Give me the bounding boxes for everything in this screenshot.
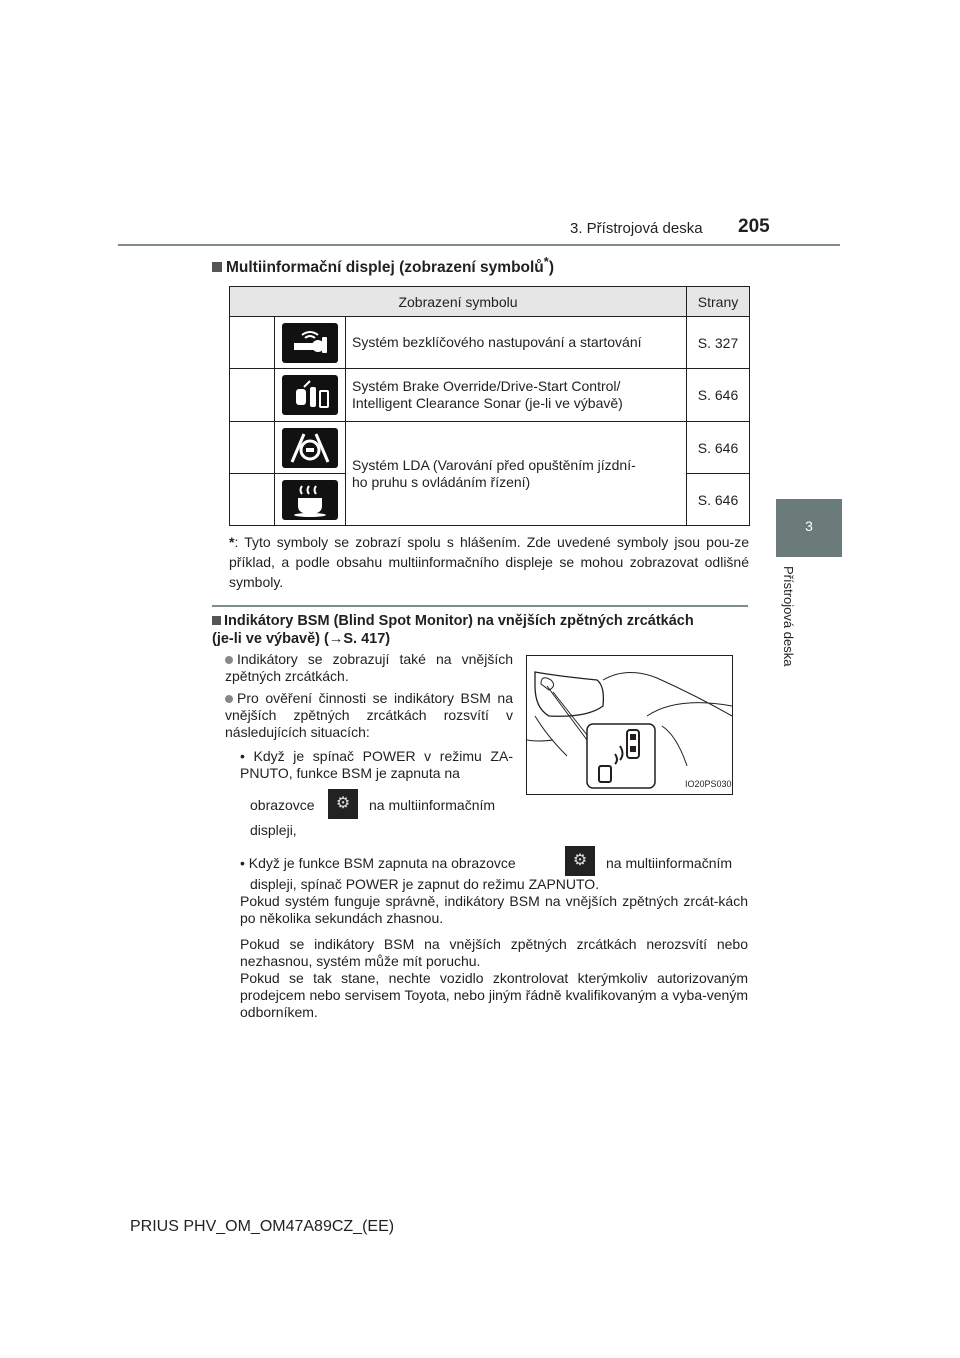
bsm-paragraph-1: Pokud systém funguje správně, indikátory BSM na vnějších zpětných zrcát-kách po několika sekundách zhasnou.: [240, 893, 748, 926]
bsm-sub-item-1: • Když je spínač POWER v režimu ZA-PNUTO, funkce BSM je zapnuta na: [240, 748, 513, 781]
bsm-settings-icon: ⚙: [565, 846, 595, 876]
table-row: [230, 317, 750, 369]
row-description: Systém LDA (Varování před opuštěním jízdní-: [352, 456, 636, 473]
bsm-sub-item-2-cont2: displeji, spínač POWER je zapnut do režimu ZAPNUTO.: [250, 876, 600, 892]
lda-steering-icon: [282, 428, 338, 468]
bsm-paragraph-2: Pokud se indikátory BSM na vnějších zpětných zrcátkách nerozsvítí nebo nezhasnou, systém může mít poruchu.: [240, 936, 748, 969]
header-divider: [118, 244, 840, 246]
section-title: Multiinformační displej (zobrazení symbolů*): [212, 254, 554, 277]
footer-document-id: PRIUS PHV_OM_OM47A89CZ_(EE): [130, 1218, 395, 1235]
bsm-paragraph-3: Pokud se tak stane, nechte vozidlo zkontrolovat kterýmkoliv autorizovaným prodejcem nebo servisem Toyota, nebo jiným řádně kvalifikovaným a vyba-veným odborníkem.: [240, 970, 748, 1020]
section-square-icon: [212, 616, 221, 625]
table-row: [230, 369, 750, 422]
bsm-sub-item-1-cont: obrazovce: [250, 797, 315, 813]
footnote-text: : Tyto symboly se zobrazí spolu s hlášením. Zde uvedené symboly jsou pou-ze příklad, a podle obsahu multiinformačního displeje se mohou zobrazovat odlišné symboly.: [229, 534, 749, 590]
bsm-bullet-2: Pro ověření činnosti se indikátory BSM na vnějších zpětných zrcátkách rozsvítí v následujících situacích:: [225, 690, 513, 740]
smart-key-icon: [282, 323, 338, 363]
bsm-sub-item-2: • Když je funkce BSM zapnuta na obrazovce: [240, 855, 516, 871]
bullet-icon: [225, 695, 233, 703]
row-description: Systém bezklíčového nastupování a startování: [352, 334, 642, 350]
chapter-tab-label-wrap: [781, 566, 805, 686]
section-square-icon: [212, 262, 222, 272]
bsm-mirror-illustration: [526, 655, 733, 795]
footnote-marker: *: [543, 254, 549, 269]
bsm-sub-item-2-cont: na multiinformačním: [606, 855, 733, 871]
row-description: Systém Brake Override/Drive-Start Control/: [352, 378, 621, 394]
bsm-sub-item-1-cont2: na multiinformačním: [369, 797, 496, 813]
subsection-divider: [212, 605, 748, 607]
table-row: [230, 422, 750, 474]
page-number: 205: [738, 216, 770, 237]
row-page: S. 646: [687, 369, 750, 422]
bullet-icon: [225, 656, 233, 664]
footnote-asterisk: *: [229, 534, 235, 550]
row-page: S. 327: [687, 317, 750, 369]
chapter-tab-label: Přístrojová deska: [781, 566, 796, 667]
footnote: [229, 532, 749, 592]
header-pages: Strany: [687, 287, 750, 317]
row-description-cont: ho pruhu s ovládáním řízení): [352, 473, 531, 490]
brake-override-icon: [282, 375, 338, 415]
figure-code: IO20PS030: [685, 779, 732, 789]
row-page: S. 646: [687, 422, 750, 474]
table-header-row: [230, 287, 750, 317]
chapter-tab-number: 3: [805, 518, 813, 534]
bsm-sub-item-1-cont3: displeji,: [250, 822, 297, 838]
row-description-cont: Intelligent Clearance Sonar (je-li ve výbavě): [352, 395, 623, 411]
coffee-cup-icon: [282, 480, 338, 520]
bsm-bullet-1: Indikátory se zobrazují také na vnějších zpětných zrcátkách.: [225, 651, 513, 684]
mirror-drawing: [527, 656, 732, 794]
row-page: S. 646: [687, 474, 750, 526]
bsm-settings-icon: ⚙: [328, 789, 358, 819]
header-symbol: Zobrazení symbolu: [230, 287, 687, 317]
header-section-title: 3. Přístrojová deska: [570, 220, 703, 237]
symbol-table: [229, 286, 750, 526]
bsm-section-title: Indikátory BSM (Blind Spot Monitor) na vnějších zpětných zrcátkách (je-li ve výbavě) (→S. 417): [212, 613, 694, 647]
